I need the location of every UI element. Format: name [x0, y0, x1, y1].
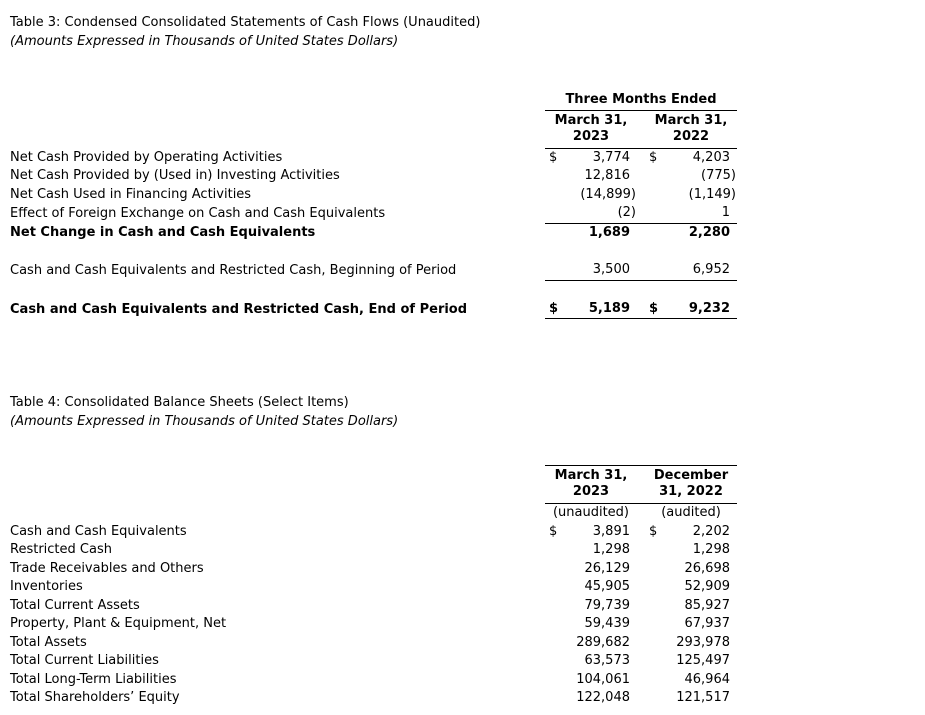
column-headers: [545, 91, 737, 149]
row-spacer: [10, 242, 925, 261]
value-cell-col1: [545, 149, 637, 168]
table-row: [10, 689, 925, 708]
value-amount: 1,298: [592, 542, 630, 557]
value-cell-col2: [645, 300, 737, 319]
value-amount: 63,573: [584, 653, 630, 668]
value-cell-col2: [645, 149, 737, 168]
value-cell-col2: [645, 689, 737, 708]
balance-sheet-table: [10, 465, 925, 708]
column-header-march-2023: [545, 468, 637, 500]
value-cell-col1: [545, 167, 637, 186]
table-row: [10, 300, 925, 320]
column-header-december-2022: [645, 468, 737, 500]
table-row: [10, 224, 925, 243]
row-values: [545, 689, 737, 708]
value-amount: 3,774: [592, 149, 630, 165]
date-headers: [545, 466, 737, 504]
table4-subtitle: (Amounts Expressed in Thousands of United States Dollars): [10, 413, 399, 429]
balance-sheet-table-body: [10, 523, 925, 708]
value-cell-col1: [545, 578, 637, 597]
table-row: [10, 149, 925, 168]
value-cell-col1: [545, 652, 637, 671]
row-values: [545, 300, 737, 320]
row-values: [545, 224, 737, 243]
value-amount: 85,927: [684, 597, 730, 613]
value-cell-col1: [545, 224, 637, 243]
table-row: [10, 615, 925, 634]
currency-symbol: $: [649, 300, 659, 316]
row-values: [545, 204, 737, 224]
table-row: [10, 261, 925, 281]
table-row: [10, 652, 925, 671]
value-cell-col2: [645, 560, 737, 579]
column-header-line: 2023: [572, 128, 610, 144]
row-label: Property, Plant & Equipment, Net: [10, 616, 227, 631]
table4-title: Table 4: Consolidated Balance Sheets (Select Items): [10, 395, 349, 410]
column-header-line: December: [653, 468, 729, 483]
row-label: Total Shareholders’ Equity: [10, 690, 180, 705]
value-amount: 52,909: [684, 579, 730, 594]
value-amount: (775): [701, 168, 736, 183]
value-cell-col2: [645, 261, 737, 280]
value-cell-col2: [645, 541, 737, 560]
row-label: Trade Receivables and Others: [10, 560, 204, 576]
value-cell-col1: [545, 300, 637, 319]
currency-symbol: $: [549, 149, 558, 165]
value-amount: 293,978: [676, 634, 730, 650]
row-label: Inventories: [10, 579, 83, 594]
value-cell-col1: [545, 560, 637, 579]
table3-section: [10, 14, 925, 319]
column-group-header: Three Months Ended: [545, 91, 737, 111]
value-amount: 67,937: [684, 616, 730, 631]
row-values: [545, 597, 737, 616]
value-cell-col2: [645, 578, 737, 597]
row-values: [545, 523, 737, 542]
value-cell-col2: [645, 634, 737, 653]
row-label: Restricted Cash: [10, 542, 112, 557]
date-headers: [545, 111, 737, 149]
row-label: Net Cash Provided by (Used in) Investing Activities: [10, 168, 340, 183]
table-row: [10, 597, 925, 616]
value-cell-col2: [645, 597, 737, 616]
value-amount: 5,189: [588, 300, 630, 316]
value-amount: 26,698: [684, 560, 730, 576]
row-label: Cash and Cash Equivalents: [10, 523, 187, 539]
column-headers: [545, 465, 737, 523]
table-row: [10, 523, 925, 542]
value-cell-col2: [645, 167, 737, 186]
value-cell-col1: [545, 689, 637, 708]
cash-flow-table-header: [10, 91, 925, 149]
audit-status-row: [545, 504, 737, 523]
currency-symbol: $: [549, 300, 559, 316]
row-label: Effect of Foreign Exchange on Cash and Cash Equivalents: [10, 206, 386, 221]
value-amount: 1,298: [692, 542, 730, 557]
value-cell-col1: [545, 523, 637, 542]
column-header-2022: [645, 113, 737, 145]
row-values: [545, 167, 737, 186]
column-header-line: March 31,: [554, 468, 628, 483]
row-values: [545, 261, 737, 281]
row-label: Net Cash Provided by Operating Activities: [10, 149, 283, 165]
value-amount: 122,048: [576, 690, 630, 705]
value-amount: 2,280: [688, 224, 730, 240]
row-values: [545, 186, 737, 205]
value-cell-col2: [645, 523, 737, 542]
value-amount: 3,891: [592, 523, 630, 539]
row-label: Total Current Liabilities: [10, 653, 159, 668]
row-values: [545, 634, 737, 653]
table-row: [10, 204, 925, 224]
row-label: Total Current Assets: [10, 597, 140, 613]
table-row: [10, 541, 925, 560]
value-cell-col1: [545, 597, 637, 616]
row-label: Net Change in Cash and Cash Equivalents: [10, 224, 316, 240]
value-amount: 4,203: [692, 149, 730, 165]
row-label: Total Long-Term Liabilities: [10, 671, 177, 687]
value-cell-col2: [645, 204, 737, 223]
value-cell-col1: [545, 186, 637, 205]
table-row: [10, 578, 925, 597]
table-row: [10, 671, 925, 690]
value-cell-col1: [545, 634, 637, 653]
table-row: [10, 634, 925, 653]
value-cell-col2: [645, 186, 737, 205]
value-amount: 289,682: [576, 634, 630, 650]
value-cell-col1: [545, 204, 637, 223]
value-amount: 6,952: [692, 262, 730, 277]
value-amount: 46,964: [684, 671, 730, 687]
value-amount: 9,232: [688, 300, 730, 316]
currency-symbol: $: [649, 149, 658, 165]
value-amount: (1,149): [688, 186, 736, 202]
column-header-2023: [545, 113, 637, 145]
value-cell-col2: [645, 224, 737, 243]
value-cell-col2: [645, 671, 737, 690]
table-row: [10, 167, 925, 186]
table3-subtitle: (Amounts Expressed in Thousands of United States Dollars): [10, 33, 399, 49]
value-amount: 79,739: [584, 597, 630, 613]
balance-sheet-table-header: [10, 465, 925, 523]
row-label: Total Assets: [10, 634, 87, 650]
column-header-line: 2023: [572, 484, 610, 499]
value-amount: 1,689: [588, 224, 630, 240]
row-values: [545, 671, 737, 690]
row-values: [545, 578, 737, 597]
value-cell-col2: [645, 652, 737, 671]
row-values: [545, 652, 737, 671]
value-amount: 1: [721, 205, 730, 220]
table4-section: [10, 394, 925, 708]
currency-symbol: $: [549, 523, 558, 539]
table-row: [10, 186, 925, 205]
value-amount: (2): [617, 205, 636, 220]
value-amount: 3,500: [592, 262, 630, 277]
column-header-line: March 31,: [554, 112, 628, 128]
value-amount: 45,905: [584, 579, 630, 594]
value-cell-col1: [545, 261, 637, 280]
column-header-line: March 31,: [654, 112, 728, 128]
row-label: Cash and Cash Equivalents and Restricted Cash, End of Period: [10, 301, 468, 317]
cash-flow-table: [10, 91, 925, 319]
value-amount: 121,517: [676, 690, 730, 705]
value-amount: 2,202: [692, 523, 730, 539]
value-cell-col2: [645, 615, 737, 634]
row-label: Cash and Cash Equivalents and Restricted Cash, Beginning of Period: [10, 263, 457, 278]
value-cell-col1: [545, 541, 637, 560]
value-amount: 125,497: [676, 653, 730, 668]
row-label: Net Cash Used in Financing Activities: [10, 186, 252, 202]
value-amount: 59,439: [584, 616, 630, 631]
column-header-line: 31, 2022: [659, 484, 723, 499]
table3-title: Table 3: Condensed Consolidated Statements of Cash Flows (Unaudited): [10, 15, 481, 30]
row-values: [545, 149, 737, 168]
row-spacer: [10, 281, 925, 300]
audit-note-unaudited: (unaudited): [552, 505, 630, 520]
row-values: [545, 615, 737, 634]
column-header-line: 2022: [672, 128, 710, 144]
value-amount: 26,129: [584, 560, 630, 576]
row-values: [545, 560, 737, 579]
currency-symbol: $: [649, 523, 658, 539]
table-row: [10, 560, 925, 579]
row-values: [545, 541, 737, 560]
value-cell-col1: [545, 671, 637, 690]
value-amount: 12,816: [584, 168, 630, 183]
value-amount: 104,061: [576, 671, 630, 687]
cash-flow-table-body: [10, 149, 925, 320]
value-cell-col1: [545, 615, 637, 634]
value-amount: (14,899): [580, 186, 636, 202]
audit-note-audited: (audited): [661, 505, 721, 520]
